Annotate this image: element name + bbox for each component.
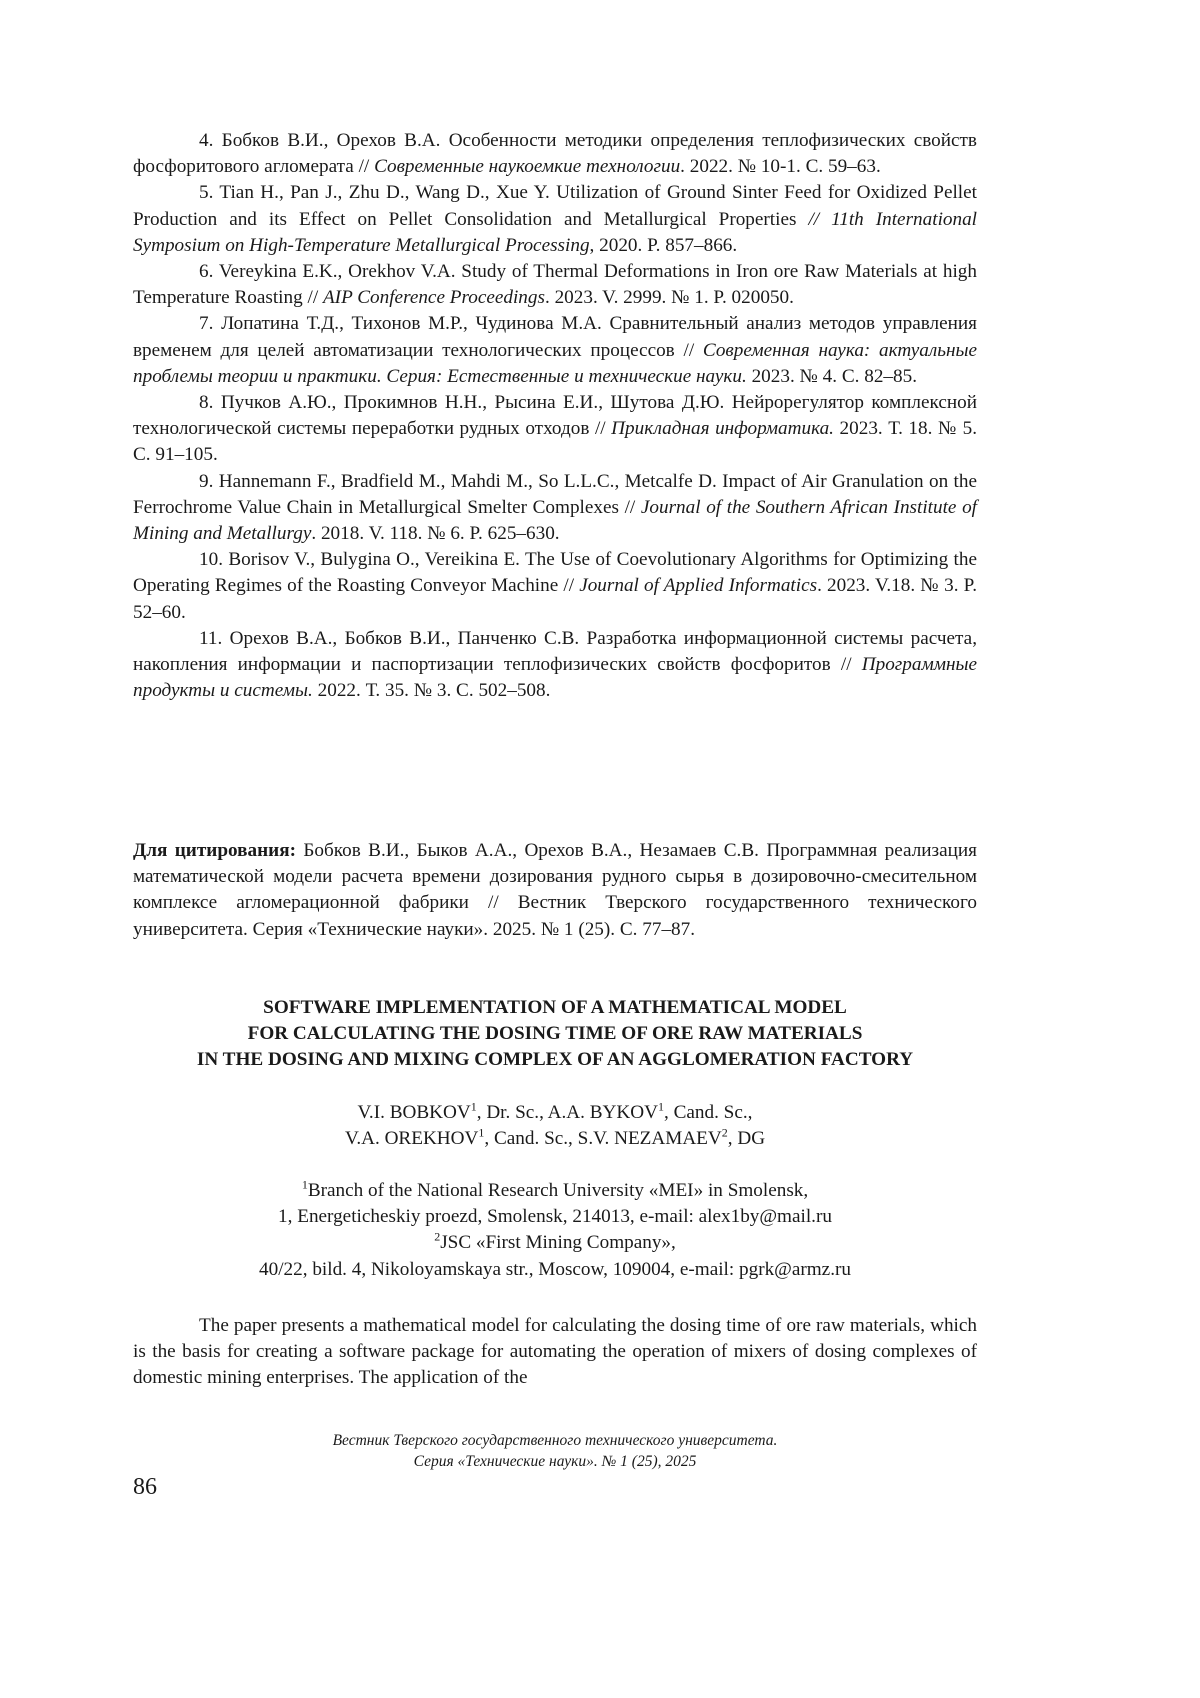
affiliation-address: 1, Energeticheskiy proezd, Smolensk, 214013, e-mail: alex1by@mail.ru: [133, 1204, 977, 1230]
title-line: FOR CALCULATING THE DOSING TIME OF ORE RAW MATERIALS: [133, 1021, 977, 1047]
reference-text: 8. Пучков А.Ю., Прокимнов Н.Н., Рысина Е.И., Шутова Д.Ю. Нейрорегулятор комплексной технологической системы переработки рудных отходов //: [133, 392, 977, 439]
reference-item: [133, 390, 977, 469]
reference-details: . 2022. № 10-1. С. 59–63.: [680, 156, 881, 177]
reference-details: 2023. Т. 18. № 5. С. 91–105.: [133, 418, 977, 465]
reference-item: [133, 311, 977, 390]
author-degree: , DG: [728, 1128, 765, 1149]
reference-item: [133, 180, 977, 259]
journal-name: Вестник Тверского государственного технического университета.: [133, 1430, 977, 1451]
reference-details: 2022. Т. 35. № 3. С. 502–508.: [313, 680, 551, 701]
author-degree: , Dr. Sc.,: [477, 1102, 548, 1123]
affiliation-name: Branch of the National Research University «MEI» in Smolensk,: [308, 1180, 808, 1201]
abstract: The paper presents a mathematical model for calculating the dosing time of ore raw materials, which is the basis for creating a software package for automating the operation of mixers of dosing complexes of domestic mining enterprises. The application of the: [133, 1313, 977, 1392]
author-degree: , Cand. Sc.,: [484, 1128, 577, 1149]
reference-text: 11. Орехов В.А., Бобков В.И., Панченко С.В. Разработка информационной системы расчета, накопления информации и паспортизации теплофизических свойств фосфоритов //: [133, 628, 977, 675]
affiliation-address: 40/22, bild. 4, Nikoloyamskaya str., Moscow, 109004, e-mail: pgrk@armz.ru: [133, 1257, 977, 1283]
references-list: [133, 128, 977, 704]
running-footer: [133, 1430, 977, 1472]
reference-source: Современная наука: актуальные проблемы теории и практики. Серия: Естественные и технические науки.: [133, 340, 977, 387]
reference-item: [133, 259, 977, 311]
reference-text: 9. Hannemann F., Bradfield M., Mahdi M., So L.L.C., Metcalfe D. Impact of Air Granulation on the Ferrochrome Value Chain in Metallurgical Smelter Complexes //: [133, 471, 977, 518]
reference-details: , 2020. P. 857–866.: [590, 235, 738, 256]
affiliation-marker: 1: [478, 1126, 484, 1140]
author-name: A.A. BYKOV: [548, 1102, 658, 1123]
citation: [133, 838, 977, 943]
author-name: V.I. BOBKOV: [358, 1102, 471, 1123]
reference-details: . 2018. V. 118. № 6. P. 625–630.: [311, 523, 559, 544]
journal-issue: Серия «Технические науки». № 1 (25), 2025: [133, 1451, 977, 1472]
reference-source: // 11th International Symposium on High-Temperature Metallurgical Processing: [133, 209, 977, 256]
title-line: SOFTWARE IMPLEMENTATION OF A MATHEMATICAL MODEL: [133, 995, 977, 1021]
affiliation-marker: 1: [471, 1100, 477, 1114]
citation-text: Бобков В.И., Быков А.А., Орехов В.А., Незамаев С.В. Программная реализация математической модели расчета времени дозирования рудного сырья в дозировочно-смесительном комплексе агломерационной фабрики // Вестник Тверского государственного технического университета. Серия «Технические науки». 2025. № 1 (25). С. 77–87.: [133, 840, 977, 940]
article-title: [133, 995, 977, 1074]
reference-source: Современные наукоемкие технологии: [374, 156, 680, 177]
reference-item: [133, 469, 977, 548]
affiliation-name: JSC «First Mining Company»,: [440, 1232, 676, 1253]
reference-item: [133, 547, 977, 626]
reference-text: 4. Бобков В.И., Орехов В.А. Особенности методики определения теплофизических свойств фосфоритового агломерата //: [133, 130, 977, 177]
reference-source: Journal of the Southern African Institute of Mining and Metallurgy: [133, 497, 977, 544]
affiliation-marker: 1: [302, 1178, 308, 1192]
author-name: S.V. NEZAMAEV: [578, 1128, 722, 1149]
affiliation-marker: 2: [722, 1126, 728, 1140]
title-line: IN THE DOSING AND MIXING COMPLEX OF AN AGGLOMERATION FACTORY: [133, 1047, 977, 1073]
reference-details: . 2023. V.18. № 3. P. 52–60.: [133, 575, 977, 622]
authors: [133, 1100, 977, 1152]
reference-item: [133, 626, 977, 705]
author-degree: , Cand. Sc.,: [664, 1102, 752, 1123]
author-name: V.A. OREKHOV: [345, 1128, 478, 1149]
reference-text: 10. Borisov V., Bulygina O., Vereikina E. The Use of Coevolutionary Algorithms for Optimizing the Operating Regimes of the Roasting Conveyor Machine //: [133, 549, 977, 596]
reference-details: . 2023. V. 2999. № 1. P. 020050.: [545, 287, 794, 308]
reference-source: Программные продукты и системы.: [133, 654, 977, 701]
citation-label: Для цитирования:: [133, 840, 296, 861]
affiliations: [133, 1178, 977, 1283]
affiliation-marker: 2: [434, 1230, 440, 1244]
affiliation-marker: 1: [658, 1100, 664, 1114]
reference-item: [133, 128, 977, 180]
reference-source: Прикладная информатика.: [611, 418, 834, 439]
reference-details: 2023. № 4. С. 82–85.: [747, 366, 917, 387]
reference-source: Journal of Applied Informatics: [579, 575, 817, 596]
reference-text: 5. Tian H., Pan J., Zhu D., Wang D., Xue Y. Utilization of Ground Sinter Feed for Oxidized Pellet Production and its Effect on Pellet Consolidation and Metallurgical Properties: [133, 182, 977, 229]
reference-text: 6. Vereykina E.K., Orekhov V.A. Study of Thermal Deformations in Iron ore Raw Materials at high Temperature Roasting //: [133, 261, 977, 308]
page-number: 86: [133, 1474, 157, 1501]
reference-text: 7. Лопатина Т.Д., Тихонов М.Р., Чудинова М.А. Сравнительный анализ методов управления временем для целей автоматизации технологических процессов //: [133, 313, 977, 360]
reference-source: AIP Conference Proceedings: [323, 287, 545, 308]
